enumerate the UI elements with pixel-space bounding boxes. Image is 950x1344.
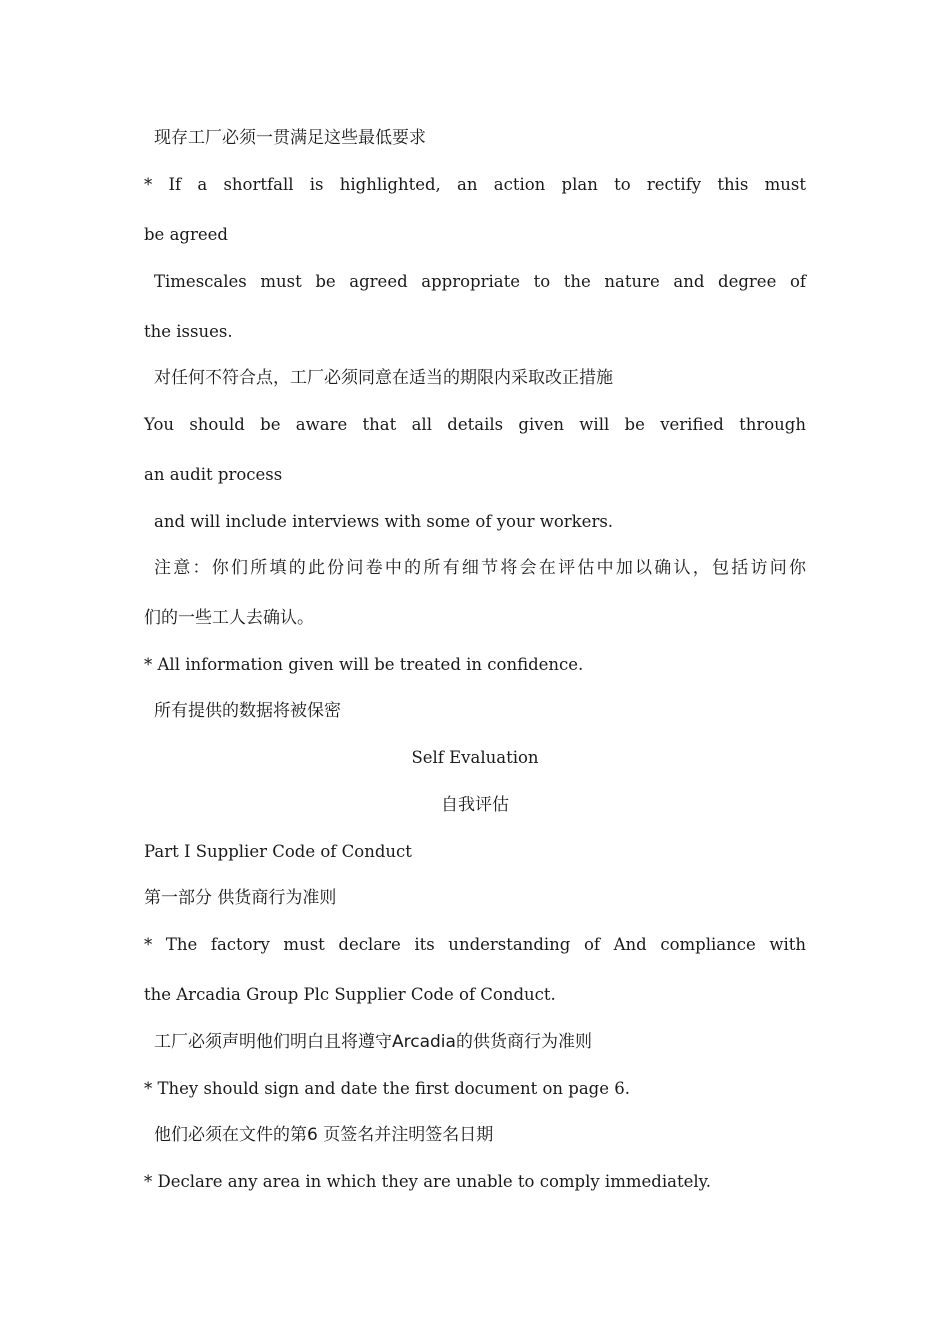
section-title: Self Evaluation [411, 748, 539, 767]
text-line: be agreed [144, 225, 228, 244]
text-line: an audit process [144, 465, 283, 484]
text-line: 注意：你们所填的此份问卷中的所有细节将会在评估中加以确认，包括访问你 [154, 558, 806, 578]
text-line: Timescales must be agreed appropriate to the nature and degree of [154, 272, 806, 291]
text-line: * If a shortfall is highlighted, an action plan to rectify this must [144, 175, 806, 194]
section-title-zh: 自我评估 [441, 795, 509, 815]
text-line: and will include interviews with some of your workers. [154, 512, 614, 531]
part-heading-zh: 第一部分 供货商行为准则 [144, 888, 337, 908]
part-heading: Part I Supplier Code of Conduct [144, 842, 412, 861]
text-line: the issues. [144, 322, 233, 341]
text-line: 他们必须在文件的第6 页签名并注明签名日期 [154, 1125, 494, 1145]
text-line: You should be aware that all details given will be verified through [144, 415, 806, 434]
text-line: * The factory must declare its understanding of And compliance with [144, 935, 806, 954]
text-line: * They should sign and date the first document on page 6. [144, 1079, 630, 1098]
text-line: 工厂必须声明他们明白且将遵守Arcadia的供货商行为准则 [154, 1032, 592, 1052]
text-line: * Declare any area in which they are unable to comply immediately. [144, 1172, 711, 1191]
text-line: 所有提供的数据将被保密 [154, 701, 341, 721]
text-line: 们的一些工人去确认。 [144, 608, 314, 628]
text-line: the Arcadia Group Plc Supplier Code of Conduct. [144, 985, 556, 1004]
text-line: 现存工厂必须一贯满足这些最低要求 [154, 128, 426, 148]
text-line: * All information given will be treated in confidence. [144, 655, 584, 674]
text-line: 对任何不符合点，工厂必须同意在适当的期限内采取改正措施 [154, 368, 613, 388]
